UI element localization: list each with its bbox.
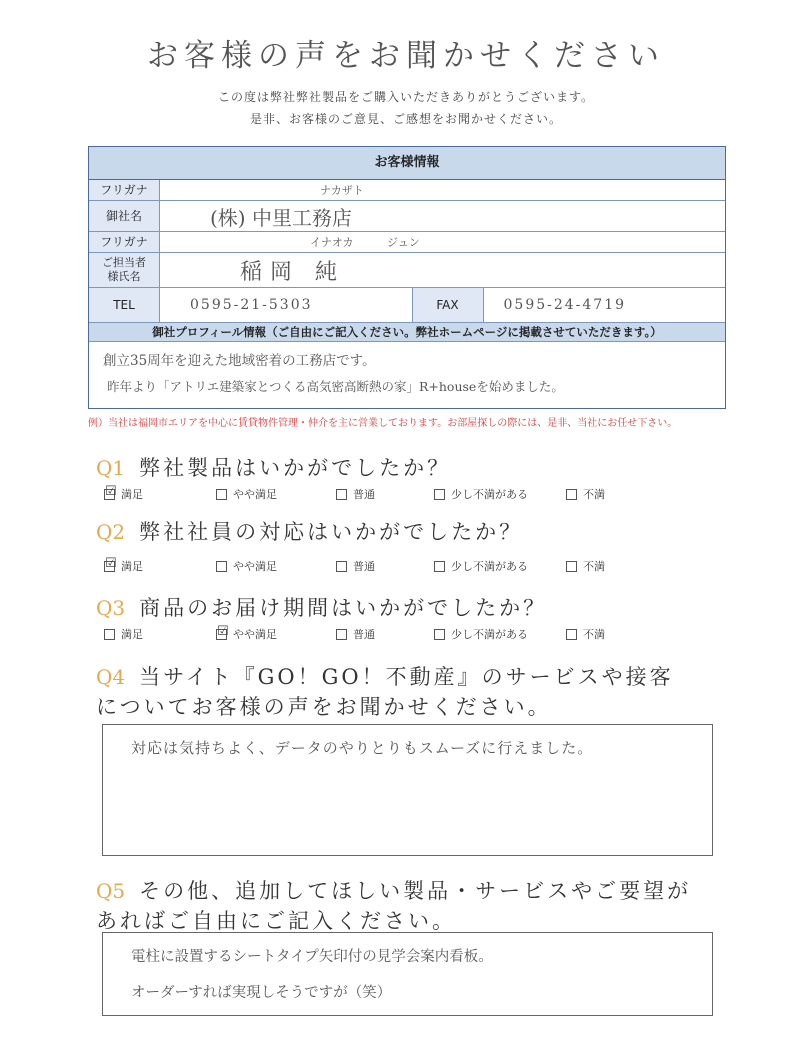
- profile-header: 御社プロフィール情報（ご自由にご記入ください。弊社ホームページに掲載させていただきます。）: [89, 323, 725, 342]
- q5-answer-box[interactable]: [102, 932, 713, 1016]
- question-3: [96, 592, 547, 622]
- name-furigana-row: [89, 232, 725, 253]
- customer-info-header: お客様情報: [89, 147, 725, 180]
- fax-field[interactable]: 0595-24-4719: [503, 297, 627, 313]
- checkbox[interactable]: [566, 629, 577, 640]
- check-mark-icon: ☑: [105, 555, 117, 571]
- checkbox[interactable]: [566, 561, 577, 572]
- q1-option-somewhat-satisfied[interactable]: [216, 486, 277, 502]
- q2-option-somewhat-dissatisfied[interactable]: [434, 558, 528, 574]
- q1-option-dissatisfied[interactable]: [566, 486, 605, 502]
- question-3-options: [104, 623, 664, 644]
- option-label: 不満: [583, 628, 605, 641]
- q4-answer-text: 対応は気持ちよく、データのやりとりもスムーズに行えました。: [131, 739, 594, 757]
- q1-option-satisfied[interactable]: [104, 483, 143, 502]
- option-label: やや満足: [233, 628, 277, 641]
- question-5-text-line-1: その他、追加してほしい製品・サービスやご要望が: [139, 879, 692, 903]
- question-2: [96, 516, 523, 546]
- customer-info-table: [88, 146, 726, 409]
- option-label: やや満足: [233, 488, 277, 501]
- checkbox[interactable]: [216, 561, 227, 572]
- contact-name-field[interactable]: 稲岡 純: [240, 259, 345, 285]
- option-label: 少し不満がある: [451, 488, 528, 501]
- option-label: 普通: [353, 488, 375, 501]
- contact-name-row: [89, 253, 725, 288]
- profile-line-2: 昨年より「アトリエ建築家とつくる高気密高断熱の家」R+houseを始めました。: [107, 379, 564, 394]
- page-title: お客様の声をお聞かせください: [147, 38, 665, 74]
- q2-option-somewhat-satisfied[interactable]: [216, 558, 277, 574]
- option-label: 満足: [121, 560, 143, 573]
- checkbox[interactable]: [104, 629, 115, 640]
- question-4-text-line-1: 当サイト『GO！GO！不動産』のサービスや接客: [139, 665, 674, 689]
- option-label: 不満: [583, 560, 605, 573]
- checkbox[interactable]: [336, 629, 347, 640]
- intro-line-2: 是非、お客様のご意見、ご感想をお聞かせください。: [249, 112, 562, 126]
- tel-field[interactable]: 0595-21-5303: [190, 297, 313, 313]
- checkbox[interactable]: [336, 561, 347, 572]
- tel-label: TEL: [89, 288, 160, 322]
- company-row: [89, 201, 725, 232]
- q2-option-dissatisfied[interactable]: [566, 558, 605, 574]
- company-furigana-row: [89, 180, 725, 201]
- question-5-text-line-2: あればご自由にご記入ください。: [96, 909, 456, 933]
- fax-label: FAX: [412, 288, 484, 322]
- q3-option-somewhat-dissatisfied[interactable]: [434, 626, 528, 642]
- option-label: 普通: [353, 560, 375, 573]
- checkbox[interactable]: [104, 555, 117, 572]
- q3-option-neutral[interactable]: [336, 626, 375, 642]
- checkbox[interactable]: [434, 561, 445, 572]
- checkbox[interactable]: [216, 489, 227, 500]
- option-label: 少し不満がある: [451, 560, 528, 573]
- company-furigana-label: フリガナ: [89, 180, 160, 200]
- option-label: やや満足: [233, 560, 277, 573]
- check-mark-icon: ☑: [105, 483, 117, 499]
- question-1-options: [104, 483, 664, 504]
- checkbox[interactable]: [566, 489, 577, 500]
- question-4-number: Q4: [96, 665, 126, 689]
- checkbox[interactable]: [434, 629, 445, 640]
- question-4-text-line-2: についてお客様の声をお聞かせください。: [96, 695, 552, 719]
- option-label: 満足: [121, 628, 143, 641]
- question-3-text: 商品のお届け期間はいかがでしたか？: [139, 596, 548, 620]
- q1-option-neutral[interactable]: [336, 486, 375, 502]
- intro-line-1: この度は弊社弊社製品をご購入いただきありがとうございます。: [217, 90, 595, 104]
- question-1-number: Q1: [96, 456, 126, 480]
- profile-field[interactable]: [89, 342, 725, 408]
- name-furigana-field[interactable]: イナオカ ジュン: [310, 236, 420, 249]
- question-1: [96, 452, 451, 482]
- option-label: 不満: [583, 488, 605, 501]
- profile-line-1: 創立35周年を迎えた地域密着の工務店です。: [103, 353, 376, 369]
- q4-answer-box[interactable]: [102, 724, 713, 856]
- company-field[interactable]: (株) 中里工務店: [210, 205, 352, 230]
- contact-name-label: [89, 253, 160, 287]
- question-5: [96, 876, 691, 936]
- company-label: 御社名: [89, 201, 160, 231]
- company-furigana-field[interactable]: ナカザト: [320, 184, 364, 197]
- question-4: [96, 662, 674, 722]
- question-3-number: Q3: [96, 596, 126, 620]
- option-label: 少し不満がある: [451, 628, 528, 641]
- phone-row: [89, 288, 725, 323]
- option-label: 満足: [121, 488, 143, 501]
- check-mark-icon: ☑: [217, 623, 229, 639]
- question-1-text: 弊社製品はいかがでしたか？: [139, 456, 452, 480]
- question-2-number: Q2: [96, 520, 126, 544]
- example-note: 例）当社は福岡市エリアを中心に賃貸物件管理・仲介を主に営業しております。お部屋探しの際には、是非、当社にお任せ下さい。: [88, 418, 678, 429]
- q5-answer-line-1: 電柱に設置するシートタイプ矢印付の見学会案内看板。: [131, 949, 493, 965]
- q5-answer-line-2: オーダーすれば実現しそうですが（笑）: [131, 985, 392, 1001]
- contact-label-line-2: 様氏名: [107, 270, 141, 283]
- contact-label-line-1: ご担当者: [102, 256, 146, 269]
- checkbox[interactable]: [434, 489, 445, 500]
- q3-option-dissatisfied[interactable]: [566, 626, 605, 642]
- name-furigana-label: フリガナ: [89, 232, 160, 252]
- checkbox[interactable]: [336, 489, 347, 500]
- q3-option-satisfied[interactable]: [104, 626, 143, 642]
- option-label: 普通: [353, 628, 375, 641]
- question-5-number: Q5: [96, 879, 126, 903]
- question-2-text: 弊社社員の対応はいかがでしたか？: [139, 520, 524, 544]
- checkbox[interactable]: [216, 623, 229, 640]
- question-2-options: [104, 555, 664, 576]
- q2-option-neutral[interactable]: [336, 558, 375, 574]
- q3-option-somewhat-satisfied[interactable]: [216, 623, 277, 642]
- q2-option-satisfied[interactable]: [104, 555, 143, 574]
- q1-option-somewhat-dissatisfied[interactable]: [434, 486, 528, 502]
- checkbox[interactable]: [104, 483, 117, 500]
